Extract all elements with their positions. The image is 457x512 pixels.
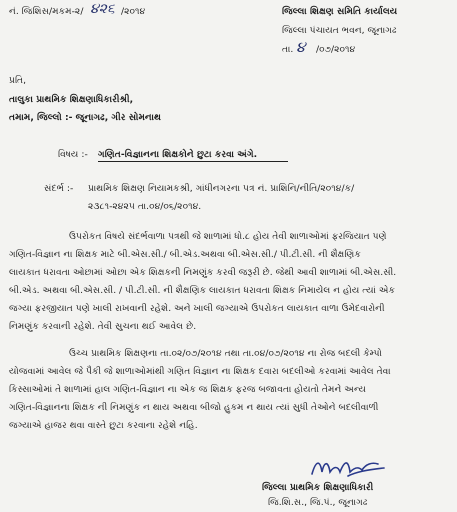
subject-underline — [98, 161, 288, 162]
paragraph-1-line: ગણિત-વિજ્ઞાન ના શિક્ષક માટે બી.એસ.સી./ બી.એડ.અથવા બી.એસ.સી./ પી.ટી.સી. ની શૈક્ષણિક — [9, 249, 361, 260]
letter-date — [282, 44, 293, 55]
paragraph-1-line: જગ્યા ફરજીયાત પણે ખાલી રાખવાની રહેશે. અને ખાલી જગ્યાએ ઉપરોકત લાયકાત વાળા ઉમેદવારોની — [9, 303, 385, 314]
paragraph-2-line: ગણિત-વિજ્ઞાનના શિક્ષક ની નિમણુંક ન થાય અથવા બીજો હુકમ ન થાય ત્યાં સુધી તેઓને બદલીવાળી — [9, 402, 379, 413]
signature-mark: Malik — [308, 452, 311, 453]
handwritten-signature — [308, 452, 388, 482]
paragraph-2-line: યોજવામાં આવેલ જે પૈકી જે શાળાઓમાંથી ગણિત વિજ્ઞાન ના શિક્ષક દવારા બદલીઓ કરવામાં આવેલ તેવા — [9, 366, 391, 377]
paragraph-1-line: બી.એડ. અથવા બી.એસ.સી. / પી.ટી.સી. ની શૈક્ષણિક લાયકાત ધરાવતા શિક્ષક નિમાયેલ ન હોય ત્યાં એક — [9, 285, 396, 296]
reference-label: સંદર્ભ :- — [44, 183, 74, 194]
paragraph-1-line: ઉપરોકત વિષયે સંદર્ભવાળા પત્રથી જે શાળામાં ધો.૮ હોય તેવી શાળાઓમાં ફરજિયાત પણે — [69, 231, 387, 242]
paragraph-1-line: લાયકાત ધરાવતા ઓછામાં ઓછા એક શિક્ષકની નિમણુંક કરવી જરૂરી છે. જેથી આવી શાળામાં બી.એસ.સી. — [9, 267, 397, 278]
date-prefix: તા. — [282, 44, 294, 55]
reference-line-2: ૨૩૮૧-૨૪૨૫ તા.૦૪/૦૬/૨૦૧૪. — [88, 201, 202, 212]
paragraph-1-line: નિમણુંક કરવાની રહેશે. તેવી સુચના થઈ આવેલ છે. — [9, 321, 197, 332]
paragraph-2-line: ઉચ્ચ પ્રાથમિક શિક્ષણના તા.૦૨/૦૭/૨૦૧૪ તથા તા.૦૪/૦૭/૨૦૧૪ ના રોજ બદલી કેમ્પો — [69, 348, 382, 359]
signatory-office: જિ.શિ.સ., જિ.પં., જૂનાગઢ — [268, 497, 368, 508]
recipient-title: તાલુકા પ્રાથમિક શિક્ષણાધિકારીશ્રી, — [9, 94, 134, 105]
recipient-location: તમામ, જિલ્લો :- જૂનાગઢ, ગીર સોમનાથ — [9, 112, 162, 123]
subject-text: ગણિત-વિજ્ઞાનના શિક્ષકોને છુટા કરવા અંગે. — [98, 149, 258, 160]
subject-label: વિષય :- — [58, 149, 88, 160]
reference-number — [9, 6, 83, 17]
paragraph-2-line: જગ્યાએ હાજર થવા વાસ્તે છુટા કરવાના રહેશે નહિ. — [9, 420, 198, 431]
paragraph-2-line: કિસ્સાઓમાં તે શાળામાં હાલ ગણિત-વિજ્ઞાન ના એક જ શિક્ષક ફરજ બજાવતા હોયતો તેમને અન્ય — [9, 384, 367, 395]
reference-line-1: પ્રાથમિક શિક્ષણ નિયામકશ્રી, ગાંધીનગરના પત્ર નં. પ્રાશિનિ/નીતિ/૨૦૧૪/ક/ — [88, 183, 355, 194]
date-suffix: /૦૭/૨૦૧૪ — [316, 44, 356, 55]
signatory-title: જિલ્લા પ્રાથમિક શિક્ષણાધિકારી — [262, 482, 374, 493]
date-handwritten: ૪ — [296, 38, 306, 56]
reference-number-printed: નં. જિશિસ/મકમ-૨/ — [9, 6, 84, 17]
reference-number-handwritten: ૪૨૬ — [90, 1, 115, 17]
reference-year: /૨૦૧૪ — [121, 6, 146, 17]
office-address: જિલ્લા પંચાયત ભવન, જૂનાગઢ — [282, 25, 397, 36]
recipient-salutation: પ્રતિ, — [9, 75, 27, 86]
office-name: જિલ્લા શિક્ષણ સમિતિ કાર્યાલય — [282, 6, 398, 17]
